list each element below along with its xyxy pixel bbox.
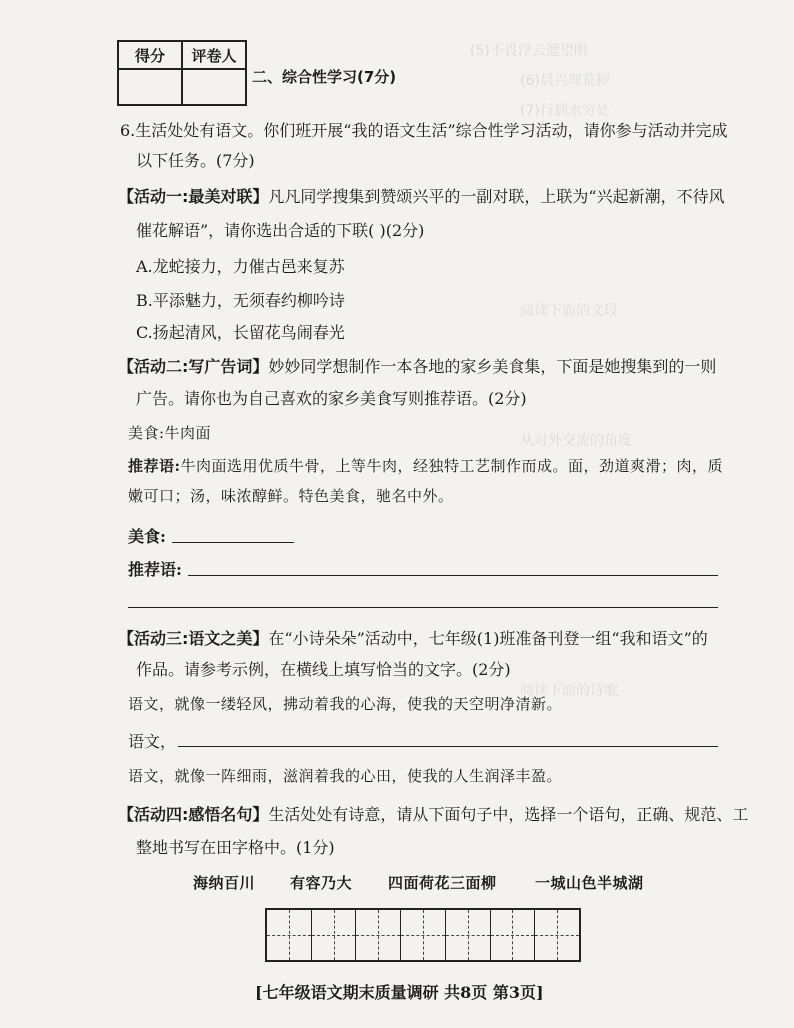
recommend-example-text: 牛肉面选用优质牛骨，上等牛肉，经独特工艺制作而成。面，劲道爽滑；肉，质 [180, 457, 724, 475]
activity-3-text: 作品。请参考示例，在横线上填写恰当的文字。(2分) [136, 660, 511, 679]
grader-header: 评卷人 [182, 41, 246, 69]
bleed-through-text: (6)晨兴理荒秽 [520, 73, 610, 89]
activity-1-label: 【活动一:最美对联】 [118, 187, 269, 206]
activity-4-intro [118, 802, 748, 825]
grid-cell[interactable] [401, 910, 446, 960]
poem-blank-label: 语文， [128, 732, 177, 751]
activity-4-label: 【活动四:感悟名句】 [118, 805, 269, 824]
score-cell[interactable] [118, 69, 182, 105]
page-footer: [七年级语文期末质量调研 共8页 第3页] [255, 983, 544, 1002]
phrase-option[interactable]: 一城山色半城湖 [535, 874, 644, 892]
option-b[interactable]: B.平添魅力，无须春约柳吟诗 [136, 291, 345, 310]
activity-4-text: 生活处处有诗意，请从下面句子中，选择一个语句，正确、规范、工 [268, 805, 749, 824]
bleed-through-text: 阅读下面的诗歌 [520, 683, 618, 699]
activity-3-label: 【活动三:语文之美】 [118, 629, 269, 648]
food-answer-line[interactable] [172, 542, 294, 543]
activity-1-text: 凡凡同学搜集到赞颂兴平的一副对联，上联为“兴起新潮，不待风 [268, 187, 725, 206]
recommend-answer-line[interactable] [188, 575, 718, 576]
grid-cell[interactable] [267, 910, 312, 960]
option-a[interactable]: A.龙蛇接力，力催古邑来复苏 [136, 257, 345, 276]
bleed-through-text: 阅读下面的文段 [520, 303, 618, 319]
grid-cell[interactable] [446, 910, 491, 960]
grid-cell[interactable] [535, 910, 579, 960]
activity-4-text: 整地书写在田字格中。(1分) [136, 838, 335, 857]
question-6-text: 以下任务。(7分) [136, 151, 255, 170]
score-header: 得分 [118, 41, 182, 69]
section-title: 二、综合性学习(7分) [252, 68, 397, 86]
bleed-through-text: (5)不畏浮云遮望眼 [470, 43, 588, 59]
score-table [117, 40, 247, 106]
grader-cell[interactable] [182, 69, 246, 105]
grid-cell[interactable] [312, 910, 357, 960]
food-blank-label: 美食: [128, 527, 166, 546]
recommend-example [128, 455, 723, 476]
grid-cell[interactable] [491, 910, 536, 960]
recommend-blank-label: 推荐语: [128, 560, 182, 579]
recommend-example-label: 推荐语: [128, 457, 181, 475]
phrase-option[interactable]: 有容乃大 [290, 874, 353, 892]
question-6-text: 6.生活处处有语文。你们班开展“我的语文生活”综合性学习活动，请你参与活动并完成 [120, 121, 728, 140]
phrase-option[interactable]: 海纳百川 [193, 874, 256, 892]
activity-3-intro [118, 626, 708, 649]
poem-example-1: 语文，就像一缕轻风，拂动着我的心海，使我的天空明净清新。 [128, 695, 563, 713]
recommend-answer-line[interactable] [128, 607, 718, 608]
grid-cell[interactable] [356, 910, 401, 960]
activity-2-text: 妙妙同学想制作一本各地的家乡美食集，下面是她搜集到的一则 [268, 357, 717, 376]
activity-1-text: 催花解语”，请你选出合适的下联( )(2分) [136, 221, 425, 240]
phrase-option[interactable]: 四面荷花三面柳 [388, 874, 497, 892]
option-c[interactable]: C.扬起清风，长留花鸟闹春光 [136, 323, 345, 342]
activity-3-text: 在“小诗朵朵”活动中，七年级(1)班准备刊登一组“我和语文”的 [268, 629, 708, 648]
recommend-example-text: 嫩可口；汤，味浓醇鲜。特色美食，驰名中外。 [128, 487, 454, 505]
bleed-through-text: (7)行到水穷处 [520, 103, 610, 119]
poem-answer-line[interactable] [178, 746, 718, 747]
bleed-through-text: 从对外交流的角度 [520, 433, 632, 449]
activity-2-text: 广告。请你也为自己喜欢的家乡美食写则推荐语。(2分) [136, 389, 527, 408]
food-example: 美食:牛肉面 [128, 424, 212, 442]
activity-2-label: 【活动二:写广告词】 [118, 357, 269, 376]
tianzige-writing-grid[interactable] [265, 908, 581, 962]
poem-example-2: 语文，就像一阵细雨，滋润着我的心田，使我的人生润泽丰盈。 [128, 767, 563, 785]
activity-2-intro [118, 354, 716, 377]
activity-1-intro [118, 184, 725, 207]
